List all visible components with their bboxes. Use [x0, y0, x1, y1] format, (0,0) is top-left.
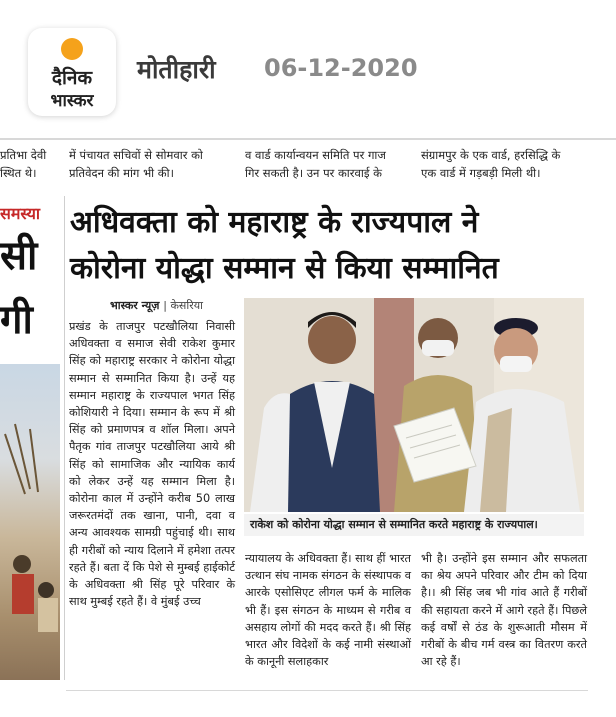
edition-city: मोतीहारी [137, 55, 216, 84]
adjacent-photo [0, 364, 60, 680]
award-ceremony-illustration [244, 298, 584, 512]
dainik-bhaskar-logo[interactable] [28, 28, 116, 116]
bottom-rule [66, 690, 588, 691]
page-header [0, 0, 616, 130]
logo-sun-icon [61, 38, 83, 60]
photo-caption: राकेश को कोरोना योद्धा सम्मान से सम्मानित करते महाराष्ट्र के राज्यपाल। [244, 514, 584, 536]
strip-text: गिर सकती है। उन पर कारवाई के [245, 166, 382, 180]
article-photo [244, 298, 584, 512]
adjacent-headline-line1: सी [0, 232, 38, 279]
strip-text: व वार्ड कार्यान्वयन समिति पर गाज [245, 148, 386, 162]
article-body-col2: न्यायालय के अधिवक्ता हैं। साथ हीं भारत उत्थान संघ नामक संगठन के संस्थापक व आरके एसोसिएट लीगल फर्म के मालिक भी हैं। इस संगठन के माध्यम से गरीब व असहाय लोगों की मदद करते हैं। श्री सिंह भारत और विदेशों के कई नामी संस्थाओं के कानूनी सलाहकार [245, 552, 411, 669]
edition-date: 06-12-2020 [264, 54, 418, 82]
logo-text-line2: भास्कर [50, 91, 94, 111]
strip-col-1 [69, 146, 235, 182]
logo-text-line1: दैनिक [51, 67, 93, 89]
field-scene-illustration [0, 364, 60, 680]
column-rule [64, 196, 65, 680]
strip-text: स्थित थे। [0, 166, 37, 180]
strip-text: प्रतिवेदन की मांग भी की। [69, 166, 174, 180]
adjacent-kicker: समस्या [0, 204, 41, 223]
byline-source: भास्कर न्यूज़ [110, 299, 160, 312]
article-headline [70, 200, 590, 292]
strip-col-0 [0, 146, 60, 182]
adjacent-article [0, 196, 60, 680]
strip-text: में पंचायत सचिवों से सोमवार को [69, 148, 203, 162]
headline-line2: कोरोना योद्धा सम्मान से किया सम्मानित [70, 251, 499, 286]
headline-line1: अधिवक्ता को महाराष्ट्र के राज्यपाल ने [70, 205, 479, 240]
strip-col-3 [421, 146, 587, 182]
article-body-col3: भी है। उन्होंने इस सम्मान और सफलता का श्रेय अपने परिवार और टीम को दिया है।। श्री सिंह जब भी गांव आते हैं गरीबों की सहायता करने में आगे रहते हैं। पिछले कई वर्षों से ठंड के शुरूआती मौसम में गरीबों के बीच गर्म वस्त्र का वितरण करते आ रहे हैं। [421, 552, 587, 669]
byline-location: | केसरिया [163, 299, 203, 312]
strip-text: प्रतिभा देवी [0, 148, 47, 162]
strip-col-2 [245, 146, 411, 182]
byline [110, 298, 203, 313]
adjacent-headline-line2: गी [0, 296, 33, 343]
strip-text: संग्रामपुर के एक वार्ड, हरसिद्धि के [421, 148, 561, 162]
article-body-col1: प्रखंड के ताजपुर पटखौलिया निवासी अधिवक्ता व समाज सेवी राकेश कुमार सिंह को महाराष्ट्र सरकार ने कोरोना योद्धा सम्मान से सम्मानित किया है। उन्हें यह सम्मान महाराष्ट्र के राज्यपाल भगत सिंह कोशियारी ने दिया। सम्मान के रूप में श्री सिंह को प्रमाणपत्र व शॉल मिला। अपने पैतृक गांव ताजपुर पटखौलिया आये श्री सिंह को सामाजिक और न्यायिक कार्य को लेकर उन्हें यह सम्मान मिला है। कोरोना काल में उन्होंने करीब 50 लाख जरूरतमंदों तक खाना, पानी, दवा व अन्य आवश्यक सामग्री पहुंचाई थी। साथ ही गरीबों को न्याय दिलाने में हमेशा तत्पर रहते हैं। बता दें कि पेशे से मुम्बई हाईकोर्ट के अधिवक्ता श्री सिंह पूरे परिवार के साथ मुम्बई रहते हैं। वे मुंबई उच्च [69, 320, 235, 609]
header-divider [0, 138, 616, 140]
strip-text: एक वार्ड में गड़बड़ी मिली थी। [421, 166, 541, 180]
